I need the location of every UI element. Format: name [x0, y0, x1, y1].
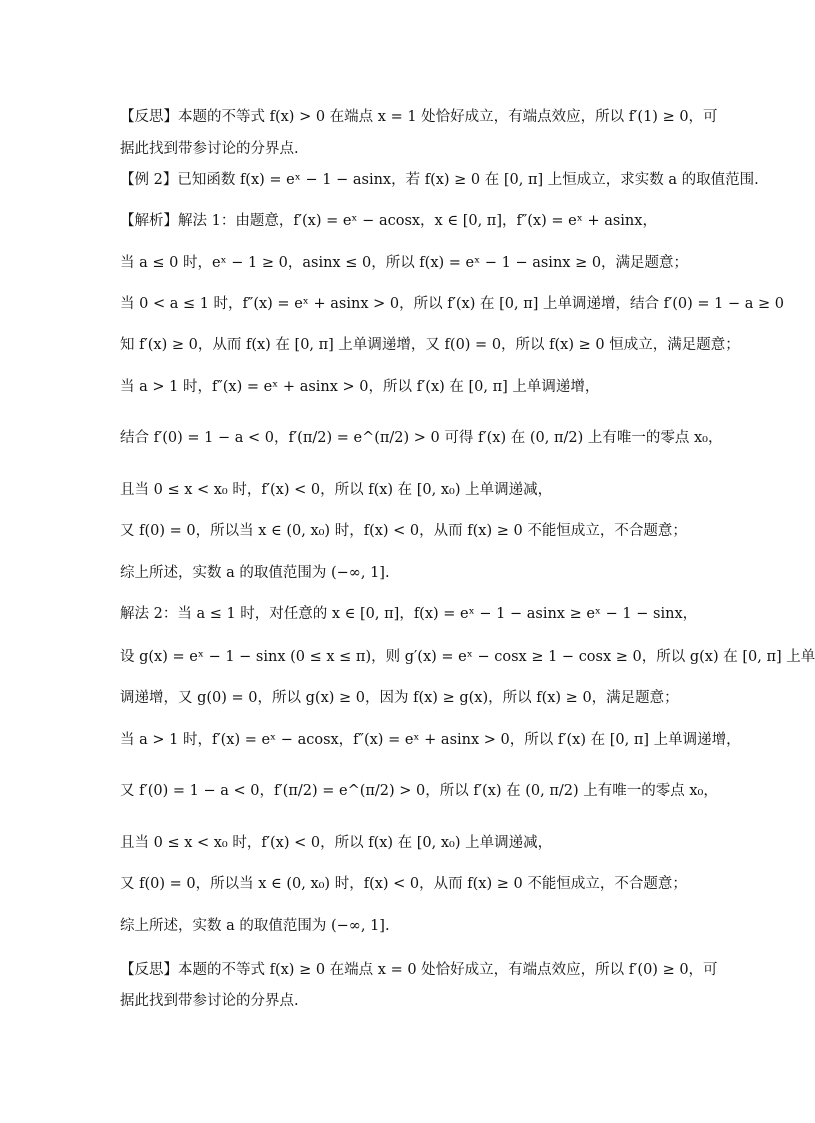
solution-2-g-increasing: 调递增，又 g(0) = 0，所以 g(x) ≥ 0，因为 f(x) ≥ g(x)，所以 f(x) ≥ 0，满足题意； — [120, 690, 679, 706]
example-2-statement: 【例 2】已知函数 f(x) = eˣ − 1 − asinx，若 f(x) ≥ 0 在 [0, π] 上恒成立，求实数 a 的取值范围. — [120, 172, 759, 188]
solution-2-intro: 解法 2：当 a ≤ 1 时，对任意的 x ∈ [0, π]，f(x) = eˣ − 1 − asinx ≥ eˣ − 1 − sinx， — [120, 606, 698, 622]
reflection-2-line-1: 【反思】本题的不等式 f(x) ≥ 0 在端点 x = 0 处恰好成立，有端点效应，所以 f′(0) ≥ 0，可 — [120, 962, 718, 978]
solution-2-decreasing: 且当 0 ≤ x < x₀ 时，f′(x) < 0，所以 f(x) 在 [0, x₀) 上单调递减， — [120, 835, 553, 851]
solution-2-zero-point: 又 f′(0) = 1 − a < 0，f′(π/2) = e^(π/2) > 0，所以 f′(x) 在 (0, π/2) 上有唯一的零点 x₀， — [120, 783, 718, 799]
solution-1-intro: 【解析】解法 1：由题意，f′(x) = eˣ − acosx，x ∈ [0, π]，f″(x) = eˣ + asinx， — [120, 213, 657, 229]
solution-1-conclusion: 综上所述，实数 a 的取值范围为 (−∞, 1]. — [120, 565, 390, 581]
reflection-1-line-2: 据此找到带参讨论的分界点. — [120, 141, 299, 157]
solution-2-case-a-gt-1: 当 a > 1 时，f′(x) = eˣ − acosx，f″(x) = eˣ + asinx > 0，所以 f′(x) 在 [0, π] 上单调递增， — [120, 732, 741, 748]
solution-1-case-a-le-0: 当 a ≤ 0 时，eˣ − 1 ≥ 0，asinx ≤ 0，所以 f(x) = eˣ − 1 − asinx ≥ 0，满足题意； — [120, 255, 689, 271]
solution-1-case-0-a-1-line-2: 知 f′(x) ≥ 0，从而 f(x) 在 [0, π] 上单调递增，又 f(0) = 0，所以 f(x) ≥ 0 恒成立，满足题意； — [120, 337, 740, 353]
solution-2-conclusion: 综上所述，实数 a 的取值范围为 (−∞, 1]. — [120, 918, 390, 934]
solution-1-contradiction: 又 f(0) = 0，所以当 x ∈ (0, x₀) 时，f(x) < 0，从而 f(x) ≥ 0 不能恒成立，不合题意； — [120, 523, 687, 539]
solution-1-case-0-a-1-line-1: 当 0 < a ≤ 1 时，f″(x) = eˣ + asinx > 0，所以 f′(x) 在 [0, π] 上单调递增，结合 f′(0) = 1 − a ≥ 0 — [120, 296, 784, 312]
reflection-1-line-1: 【反思】本题的不等式 f(x) > 0 在端点 x = 1 处恰好成立，有端点效应，所以 f′(1) ≥ 0，可 — [120, 109, 718, 125]
solution-2-contradiction: 又 f(0) = 0，所以当 x ∈ (0, x₀) 时，f(x) < 0，从而 f(x) ≥ 0 不能恒成立，不合题意； — [120, 876, 687, 892]
solution-1-decreasing: 且当 0 ≤ x < x₀ 时，f′(x) < 0，所以 f(x) 在 [0, x₀) 上单调递减， — [120, 482, 553, 498]
solution-1-case-a-gt-1: 当 a > 1 时，f″(x) = eˣ + asinx > 0，所以 f′(x) 在 [0, π] 上单调递增， — [120, 379, 600, 395]
reflection-2-line-2: 据此找到带参讨论的分界点. — [120, 993, 299, 1009]
solution-2-g-definition: 设 g(x) = eˣ − 1 − sinx (0 ≤ x ≤ π)，则 g′(x) = eˣ − cosx ≥ 1 − cosx ≥ 0，所以 g(x) 在 [0, π] 上单 — [120, 649, 815, 665]
solution-1-zero-point: 结合 f′(0) = 1 − a < 0，f′(π/2) = e^(π/2) > 0 可得 f′(x) 在 (0, π/2) 上有唯一的零点 x₀， — [120, 430, 723, 446]
